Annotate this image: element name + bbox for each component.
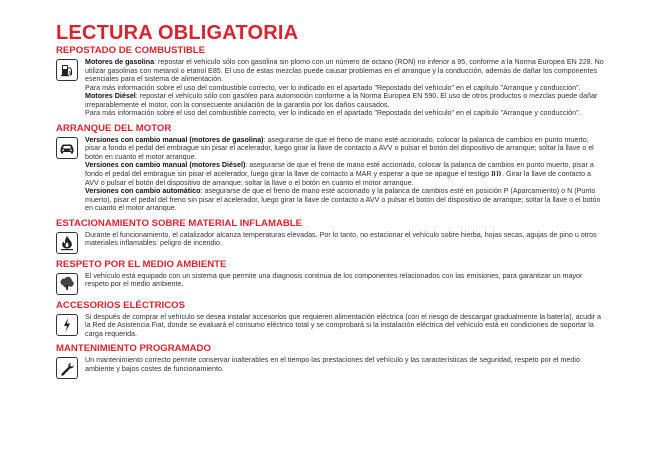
section-maintenance [56,343,604,379]
section-title-accessories: ACCESORIOS ELÉCTRICOS [56,299,185,311]
start-manual-diesel-label: Versiones con cambio manual (motores Diésel) [85,161,246,170]
car-icon [56,137,78,159]
start-manual-petrol-label: Versiones con cambio manual (motores de gasolina) [85,135,264,144]
fuel-diesel-info: Para más información sobre el uso del combustible correcto, ver lo indicado en el apartado "Repostado del vehículo" en el capítulo "Arranque y conducción". [85,109,581,118]
section-accessories [56,300,604,339]
start-automatic-text: : asegurarse de que el freno de mano esté accionado y la palanca de cambios esté en posición P (Aparcamiento) o N (Punto muerto), pisar el pedal del freno sin pisar el acelerador, luego girar la llave de contacto a AVV o pulsar el botón del dispositivo de arranque; soltar la llave o el botón en cuanto el motor arranque. [85,187,601,213]
manual-page [56,22,604,379]
section-title-parking: ESTACIONAMIENTO SOBRE MATERIAL INFLAMABLE [56,217,303,229]
parking-text: Durante el funcionamiento, el catalizador alcanza temperaturas elevadas. Por lo tanto, no estacionar el vehículo sobre hierba, hojas secas, agujas de pino u otros materiales inflamables: peligro de incendio. [85,230,597,248]
section-title-environment: RESPETO POR EL MEDIO AMBIENTE [56,258,227,270]
section-title-start: ARRANQUE DEL MOTOR [56,122,172,134]
wrench-icon [56,357,78,379]
start-manual-petrol-text: : asegurarse de que el freno de mano esté accionado, colocar la palanca de cambios en punto muerto, pisar a fondo el pedal del embrague sin pisar el acelerador, luego girar la llave de contacto a AVV o pulsar el botón del dispositivo de arranque; soltar la llave o el botón en cuanto el motor arranque. [85,135,594,161]
flame-icon [56,232,78,254]
lightning-icon [56,314,78,336]
page-title: LECTURA OBLIGATORIA [56,22,299,44]
start-manual-diesel-text-b: . Girar la llave de contacto a AVV o pulsar el botón del dispositivo de arranque; soltar la llave o el botón en cuanto el motor arranque. [85,170,591,187]
section-fuel [56,45,604,118]
glow-plug-icon [491,170,502,178]
tree-icon [56,273,78,295]
section-start [56,123,604,213]
fuel-pump-icon [56,59,78,81]
start-manual-diesel-text-a: : asegurarse de que el freno de mano esté accionado, colocar la palanca de cambios en punto muerto, pisar a fondo el pedal del embrague sin pisar el acelerador, luego girar la llave de contacto a MAR y esperar a que se apague el testigo [85,161,594,179]
accessories-text: Si después de comprar el vehículo se desea instalar accesorios que requieren alimentación eléctrica (con el riesgo de descargar gradualmente la batería), acudir a la Red de Asistencia Fiat, donde se evaluará el consumo eléctrico total y se comprobará si la instalación eléctrica del vehículo está en condiciones de soportar la carga requerida. [85,312,601,338]
fuel-petrol-label: Motores de gasolina [85,58,155,66]
fuel-petrol-info: Para más información sobre el uso del combustible correcto, ver lo indicado en el apartado "Repostado del vehículo" en el capítulo "Arranque y conducción". [85,83,581,92]
section-title-fuel: REPOSTADO DE COMBUSTIBLE [56,45,206,56]
fuel-petrol-text: : repostar el vehículo sólo con gasolina sin plomo con un número de octano (RON) no inferior a 95, conforme a la Norma Europea EN 228. No utilizar gasolinas con metanol o etanol E85. El uso de estas mezclas puede causar problemas en el arranque y la conducción, además de dañar los componentes esenciales para el sistema de alimentación. [85,58,604,84]
fuel-diesel-label: Motores Diésel [85,92,136,101]
section-title-maintenance: MANTENIMIENTO PROGRAMADO [56,343,211,355]
section-environment [56,259,604,295]
start-automatic-label: Versiones con cambio automático [85,187,201,196]
environment-text: El vehículo está equipado con un sistema que permite una diagnosis continua de los componentes relacionados con las emisiones, para garantizar un mayor respeto por el medio ambiente. [85,271,583,289]
section-parking [56,218,604,254]
maintenance-text: Un mantenimiento correcto permite conservar inalterables en el tiempo las prestaciones del vehículo y las características de seguridad, respeto por el medio ambiente y bajos costes de funcionamiento. [85,356,580,373]
fuel-diesel-text: : repostar el vehículo sólo con gasóleo para automoción conforme a la Norma Europea EN 590. El uso de otros productos o mezclas puede dañar irreparablemente el motor, con la consecuente anulación de la garantía por los daños causados. [85,92,598,109]
